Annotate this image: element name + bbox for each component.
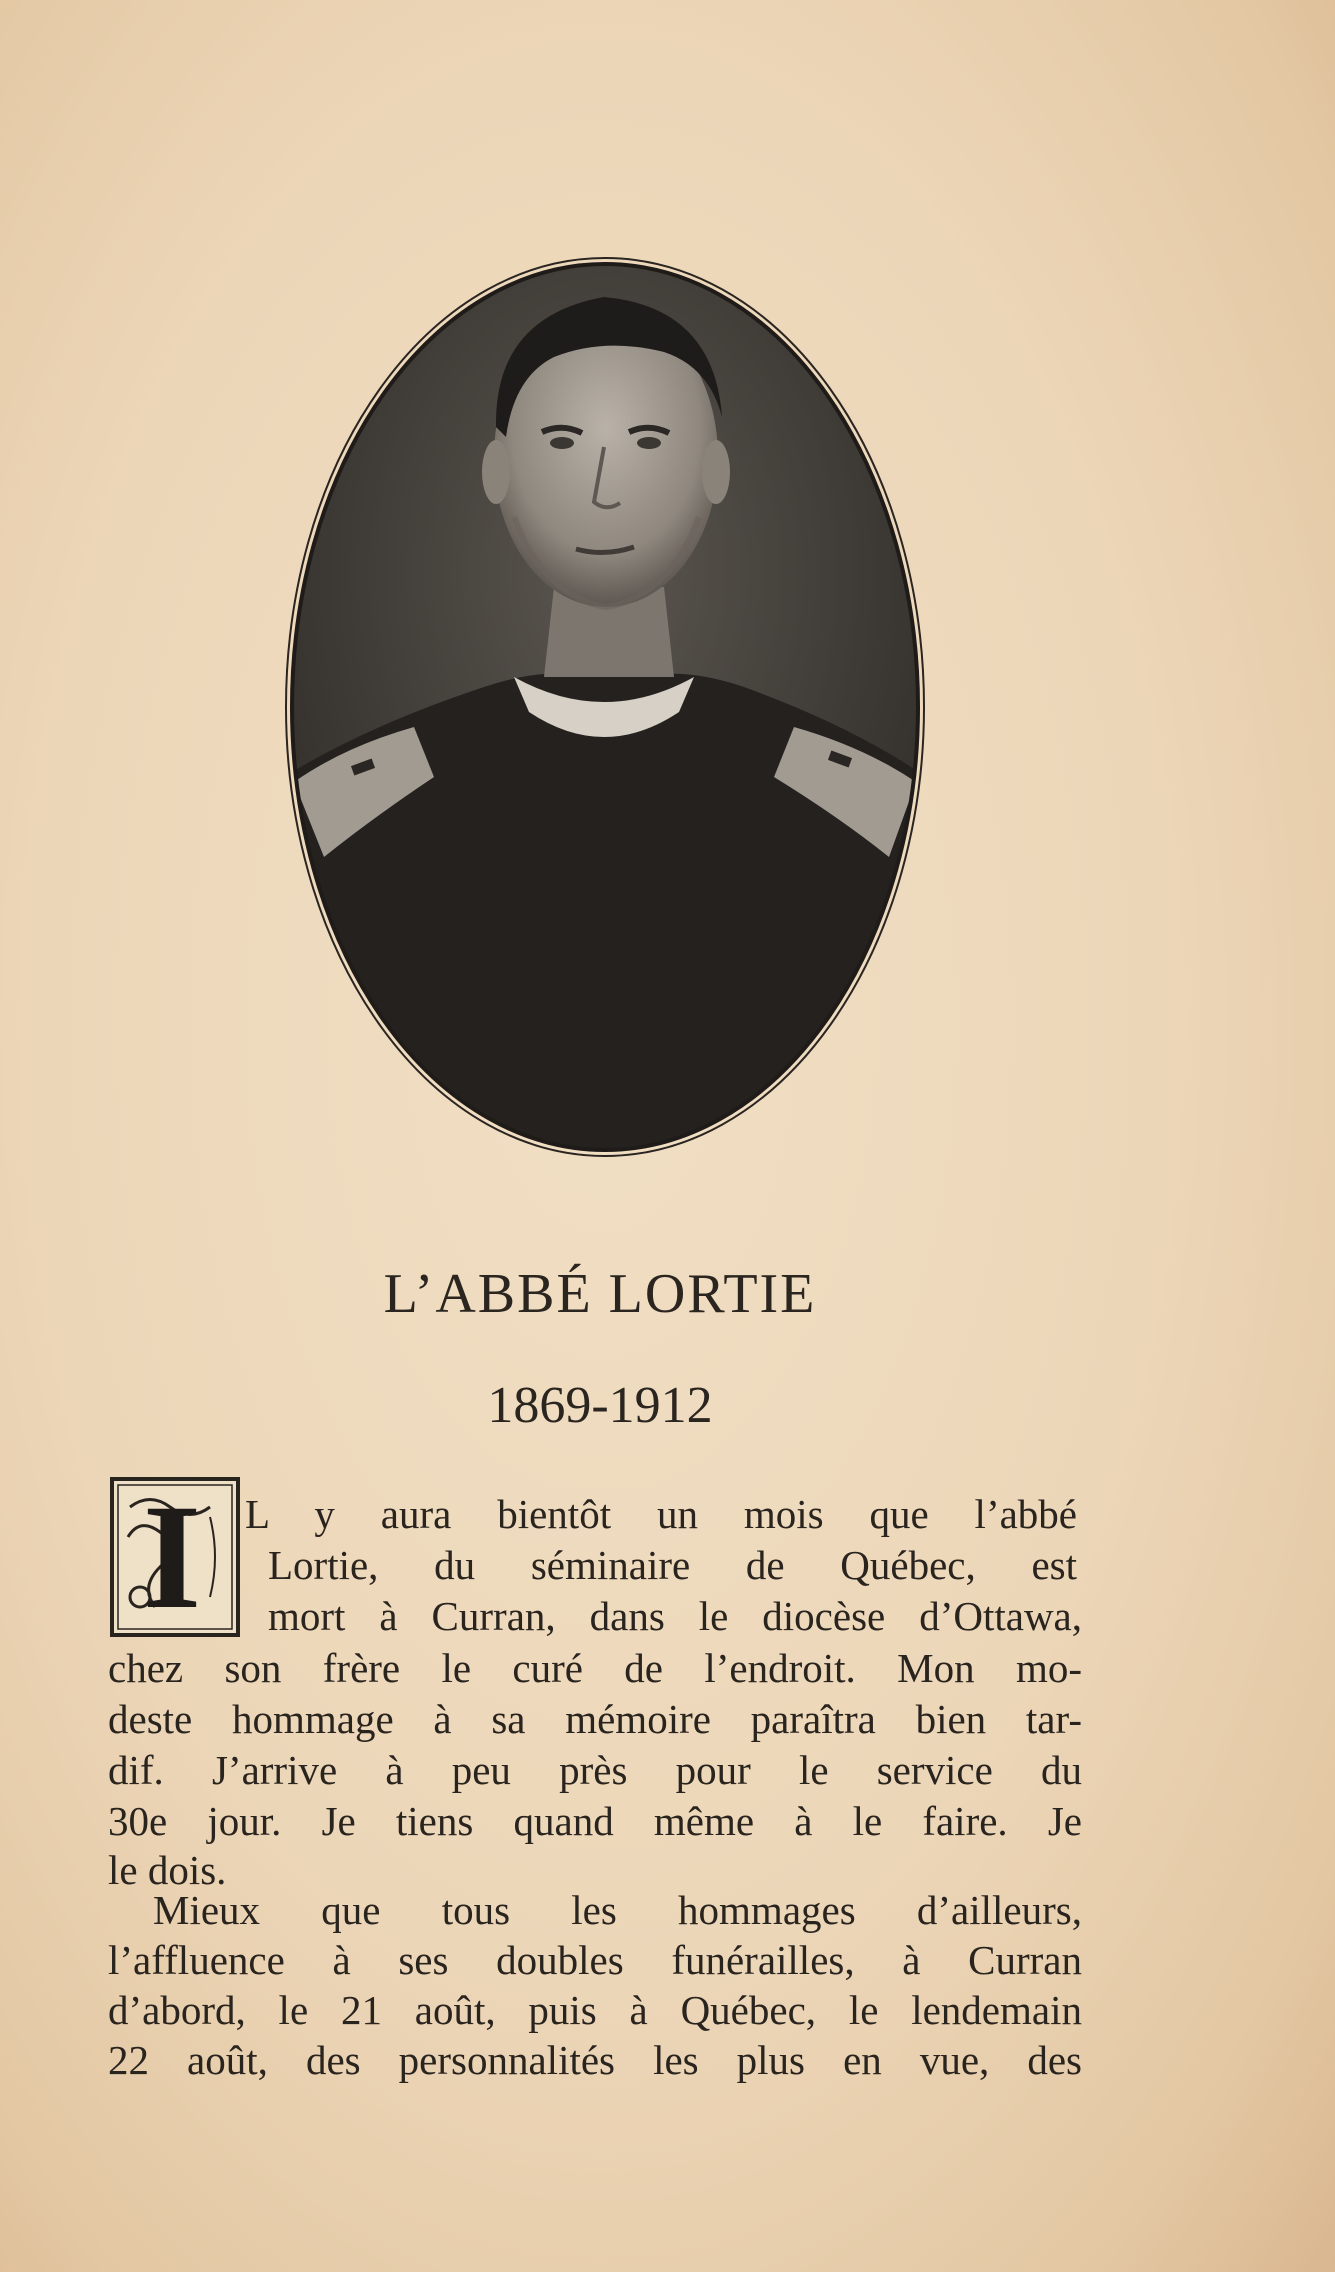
body-line-1 xyxy=(245,1490,1077,1538)
line-text: Lortie, du séminaire de Québec, est xyxy=(268,1542,1077,1588)
line-text: mort à Curran, dans le diocèse d’Ottawa, xyxy=(268,1593,1082,1639)
body-line-4 xyxy=(108,1644,1082,1692)
body-line-10 xyxy=(108,1936,1082,1984)
dropcap-letter: I xyxy=(142,1477,202,1637)
line-text: Mieux que tous les hommages d’ailleurs, xyxy=(153,1887,1082,1933)
body-line-7 xyxy=(108,1797,1082,1845)
ornamental-dropcap-icon xyxy=(110,1477,240,1637)
line-text: 22 août, des personnalités les plus en vue, des xyxy=(108,2037,1082,2083)
line-text: le dois. xyxy=(108,1847,227,1893)
line-text: L y aura bientôt un mois que l’abbé xyxy=(245,1491,1077,1537)
body-line-2 xyxy=(268,1541,1077,1589)
portrait-photo xyxy=(284,257,926,1157)
line-text: deste hommage à sa mémoire paraîtra bien tar- xyxy=(108,1696,1082,1742)
body-line-11 xyxy=(108,1986,1082,2034)
body-line-3 xyxy=(268,1592,1082,1640)
life-dates: 1869-1912 xyxy=(487,1377,713,1434)
body-line-12 xyxy=(108,2036,1082,2084)
body-line-9 xyxy=(153,1886,1082,1934)
body-line-5 xyxy=(108,1695,1082,1743)
line-text: 30e jour. Je tiens quand même à le faire. Je xyxy=(108,1798,1082,1844)
line-text: dif. J’arrive à peu près pour le service du xyxy=(108,1747,1082,1793)
body-line-6 xyxy=(108,1746,1082,1794)
line-text: l’affluence à ses doubles funérailles, à Curran xyxy=(108,1937,1082,1983)
line-text: d’abord, le 21 août, puis à Québec, le lendemain xyxy=(108,1987,1082,2033)
line-text: chez son frère le curé de l’endroit. Mon mo- xyxy=(108,1645,1082,1691)
page-title: L’ABBÉ LORTIE xyxy=(383,1263,817,1325)
